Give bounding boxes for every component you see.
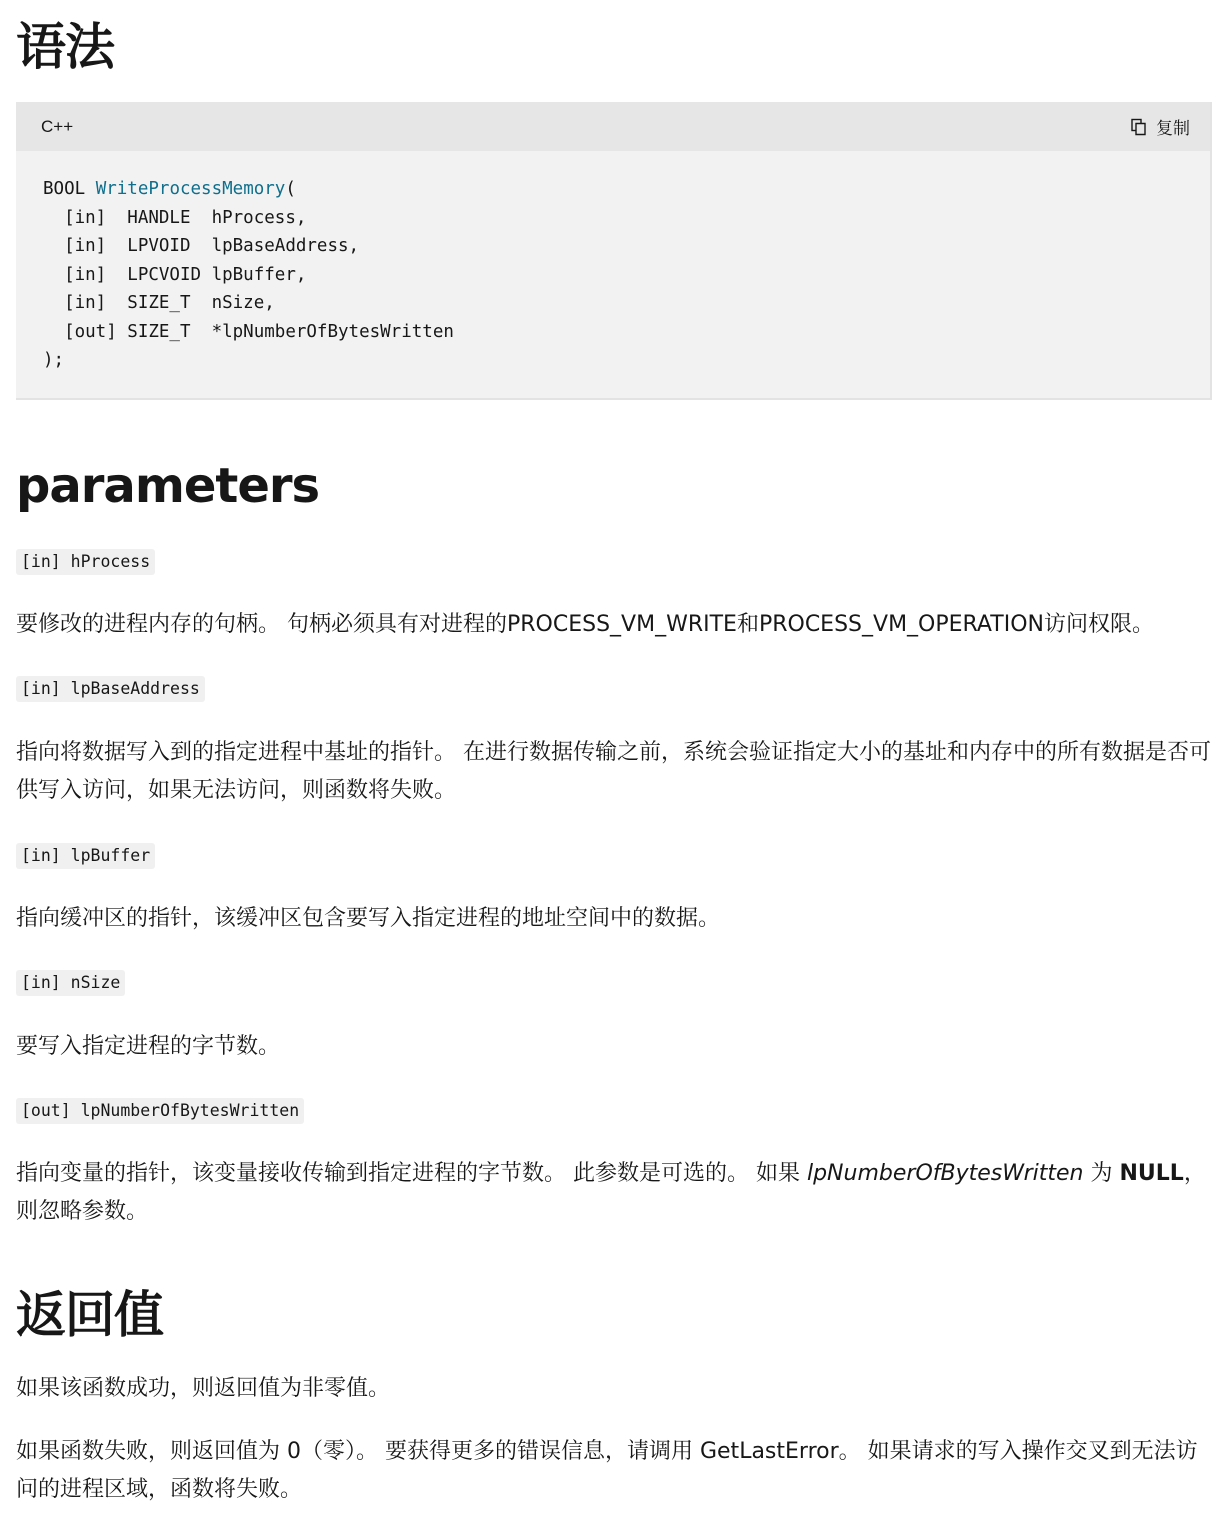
return-paragraph-success: 如果该函数成功，则返回值为非零值。 bbox=[16, 1376, 391, 1401]
copy-icon bbox=[1130, 118, 1148, 136]
return-paragraph-failure: 如果函数失败，则返回值为 0（零）。 要获得更多的错误信息，请调用 GetLastError。 如果请求的写入操作交叉到无法访问的进程区域，函数将失败。 bbox=[16, 1439, 1198, 1502]
code-line: [in] LPCVOID lpBuffer, bbox=[43, 264, 307, 285]
desc-null-keyword: NULL bbox=[1119, 1161, 1184, 1186]
code-language-label: C++ bbox=[41, 116, 74, 136]
param-tag-lpbaseaddress: [in] lpBaseAddress bbox=[16, 676, 205, 702]
code-open-paren: ( bbox=[285, 179, 296, 199]
code-block bbox=[16, 102, 1212, 400]
code-line: [in] SIZE_T nSize, bbox=[43, 293, 275, 313]
param-desc-nsize: 要写入指定进程的字节数。 bbox=[16, 1034, 281, 1059]
param-desc-lpnumberofbyteswritten bbox=[16, 1155, 1212, 1231]
copy-button-label: 复制 bbox=[1156, 119, 1190, 139]
desc-param-name: lpNumberOfBytesWritten bbox=[806, 1161, 1084, 1186]
code-return-type: BOOL bbox=[43, 179, 96, 199]
param-tag-lpnumberofbyteswritten: [out] lpNumberOfBytesWritten bbox=[16, 1098, 304, 1124]
code-line: [out] SIZE_T *lpNumberOfBytesWritten bbox=[43, 321, 454, 342]
return-value-heading: 返回值 bbox=[16, 1286, 163, 1344]
code-line: ); bbox=[43, 350, 65, 370]
parameters-heading: parameters bbox=[16, 458, 320, 514]
param-tag-hprocess: [in] hProcess bbox=[16, 549, 155, 575]
code-block-header bbox=[16, 102, 1210, 151]
desc-text: 为 bbox=[1083, 1161, 1120, 1186]
param-desc-hprocess: 要修改的进程内存的句柄。 句柄必须具有对进程的PROCESS_VM_WRITE和PROCESS_VM_OPERATION访问权限。 bbox=[16, 612, 1154, 637]
code-line: [in] HANDLE hProcess, bbox=[43, 207, 307, 228]
desc-text: ，则忽略参数。 bbox=[16, 1161, 1206, 1224]
param-desc-lpbaseaddress: 指向将数据写入到的指定进程中基址的指针。 在进行数据传输之前，系统会验证指定大小的基址和内存中的所有数据是否可供写入访问，如果无法访问，则函数将失败。 bbox=[16, 740, 1211, 803]
param-tag-nsize: [in] nSize bbox=[16, 970, 125, 996]
param-desc-lpbuffer: 指向缓冲区的指针，该缓冲区包含要写入指定进程的地址空间中的数据。 bbox=[16, 906, 721, 931]
syntax-heading: 语法 bbox=[16, 18, 114, 76]
desc-text: 指向变量的指针，该变量接收传输到指定进程的字节数。 此参数是可选的。 如果 bbox=[16, 1161, 807, 1186]
param-tag-lpbuffer: [in] lpBuffer bbox=[16, 843, 155, 869]
code-line: [in] LPVOID lpBaseAddress, bbox=[43, 236, 360, 256]
code-content bbox=[16, 151, 1210, 375]
code-function-name: WriteProcessMemory bbox=[95, 179, 286, 199]
copy-button[interactable] bbox=[1130, 114, 1190, 139]
